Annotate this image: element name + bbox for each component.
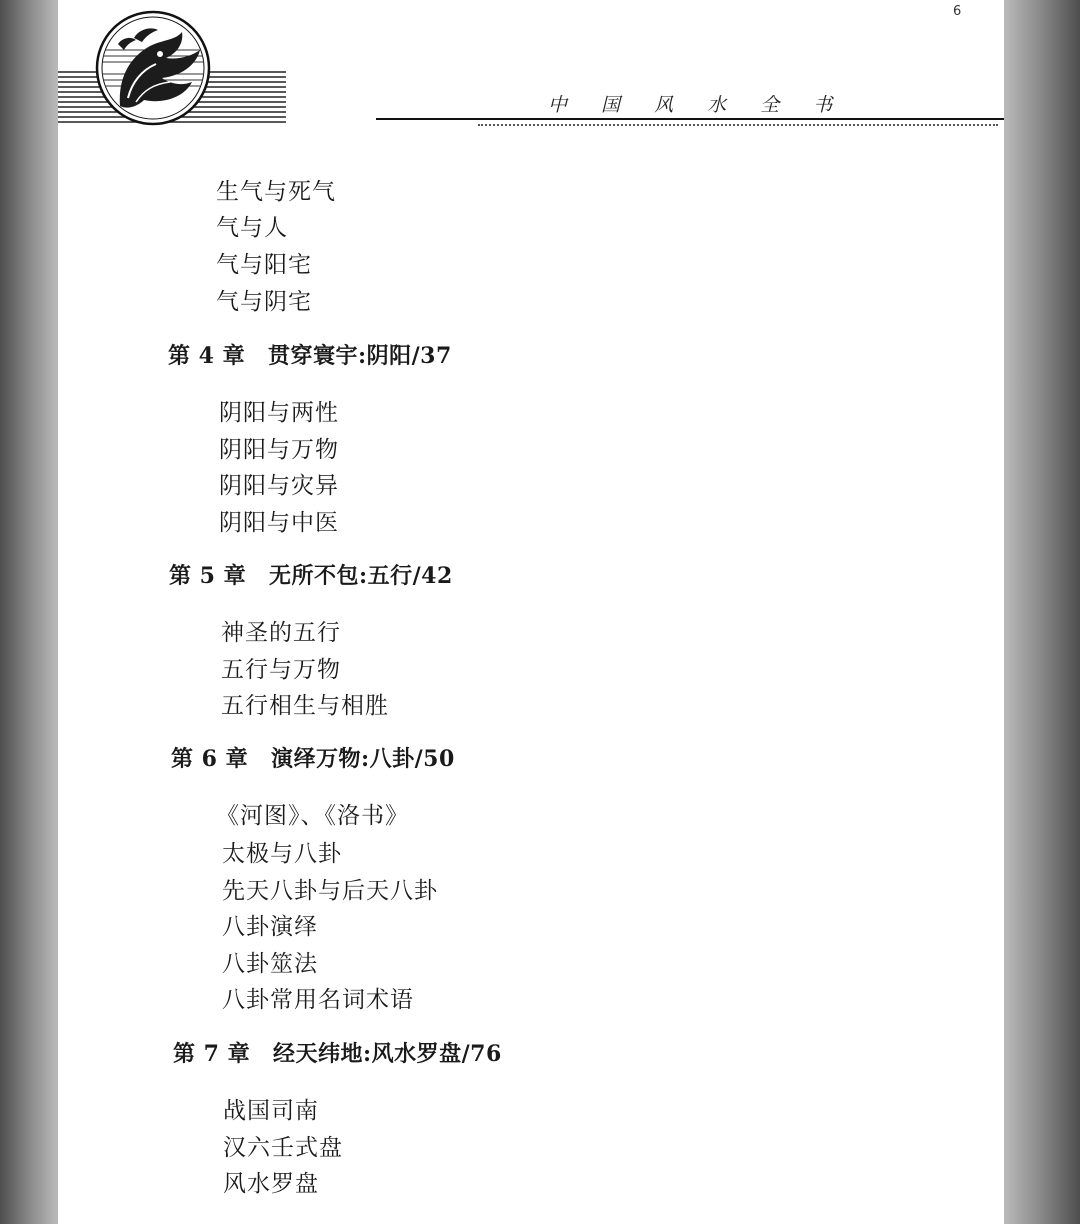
- chapter-number: 第 7 章: [173, 1041, 251, 1067]
- toc-entry: 八卦常用名词术语: [222, 987, 414, 1013]
- table-of-contents: [58, 0, 1004, 1224]
- toc-entry: 《河图》、《洛书》: [216, 803, 409, 829]
- toc-entry: 气与阳宅: [216, 252, 312, 278]
- toc-entry: 阴阳与万物: [219, 437, 339, 463]
- chapter-heading: [173, 1037, 502, 1068]
- toc-entry: 八卦筮法: [222, 951, 318, 977]
- chapter-number: 第 6 章: [171, 746, 249, 772]
- chapter-title: 无所不包:五行/42: [269, 563, 453, 589]
- toc-entry: 太极与八卦: [222, 841, 342, 867]
- toc-entry: 战国司南: [223, 1098, 319, 1124]
- toc-entry: 气与人: [216, 215, 288, 241]
- running-title: 中 国 风 水 全 书: [548, 94, 847, 116]
- toc-entry: 五行与万物: [221, 657, 341, 683]
- toc-entry: 生气与死气: [216, 179, 336, 205]
- chapter-title: 演绎万物:八卦/50: [271, 746, 455, 772]
- page-number: 6: [953, 4, 962, 19]
- toc-entry: 神圣的五行: [221, 620, 341, 646]
- chapter-title: 贯穿寰宇:阴阳/37: [268, 343, 452, 369]
- chapter-heading: [169, 559, 453, 590]
- toc-entry: 五行相生与相胜: [221, 693, 389, 719]
- chapter-heading: [171, 742, 455, 773]
- chapter-title: 经天纬地:风水罗盘/76: [273, 1041, 502, 1067]
- toc-entry: 阴阳与两性: [219, 400, 339, 426]
- toc-entry: 阴阳与中医: [219, 510, 339, 536]
- book-page: [58, 0, 1004, 1224]
- toc-entry: 阴阳与灾异: [219, 473, 339, 499]
- toc-entry: 气与阴宅: [216, 289, 312, 315]
- chapter-heading: [168, 339, 452, 370]
- toc-entry: 风水罗盘: [223, 1171, 319, 1197]
- chapter-number: 第 4 章: [168, 343, 246, 369]
- toc-entry: 先天八卦与后天八卦: [222, 878, 438, 904]
- chapter-number: 第 5 章: [169, 563, 247, 589]
- toc-entry: 汉六壬式盘: [223, 1135, 343, 1161]
- toc-entry: 八卦演绎: [222, 914, 318, 940]
